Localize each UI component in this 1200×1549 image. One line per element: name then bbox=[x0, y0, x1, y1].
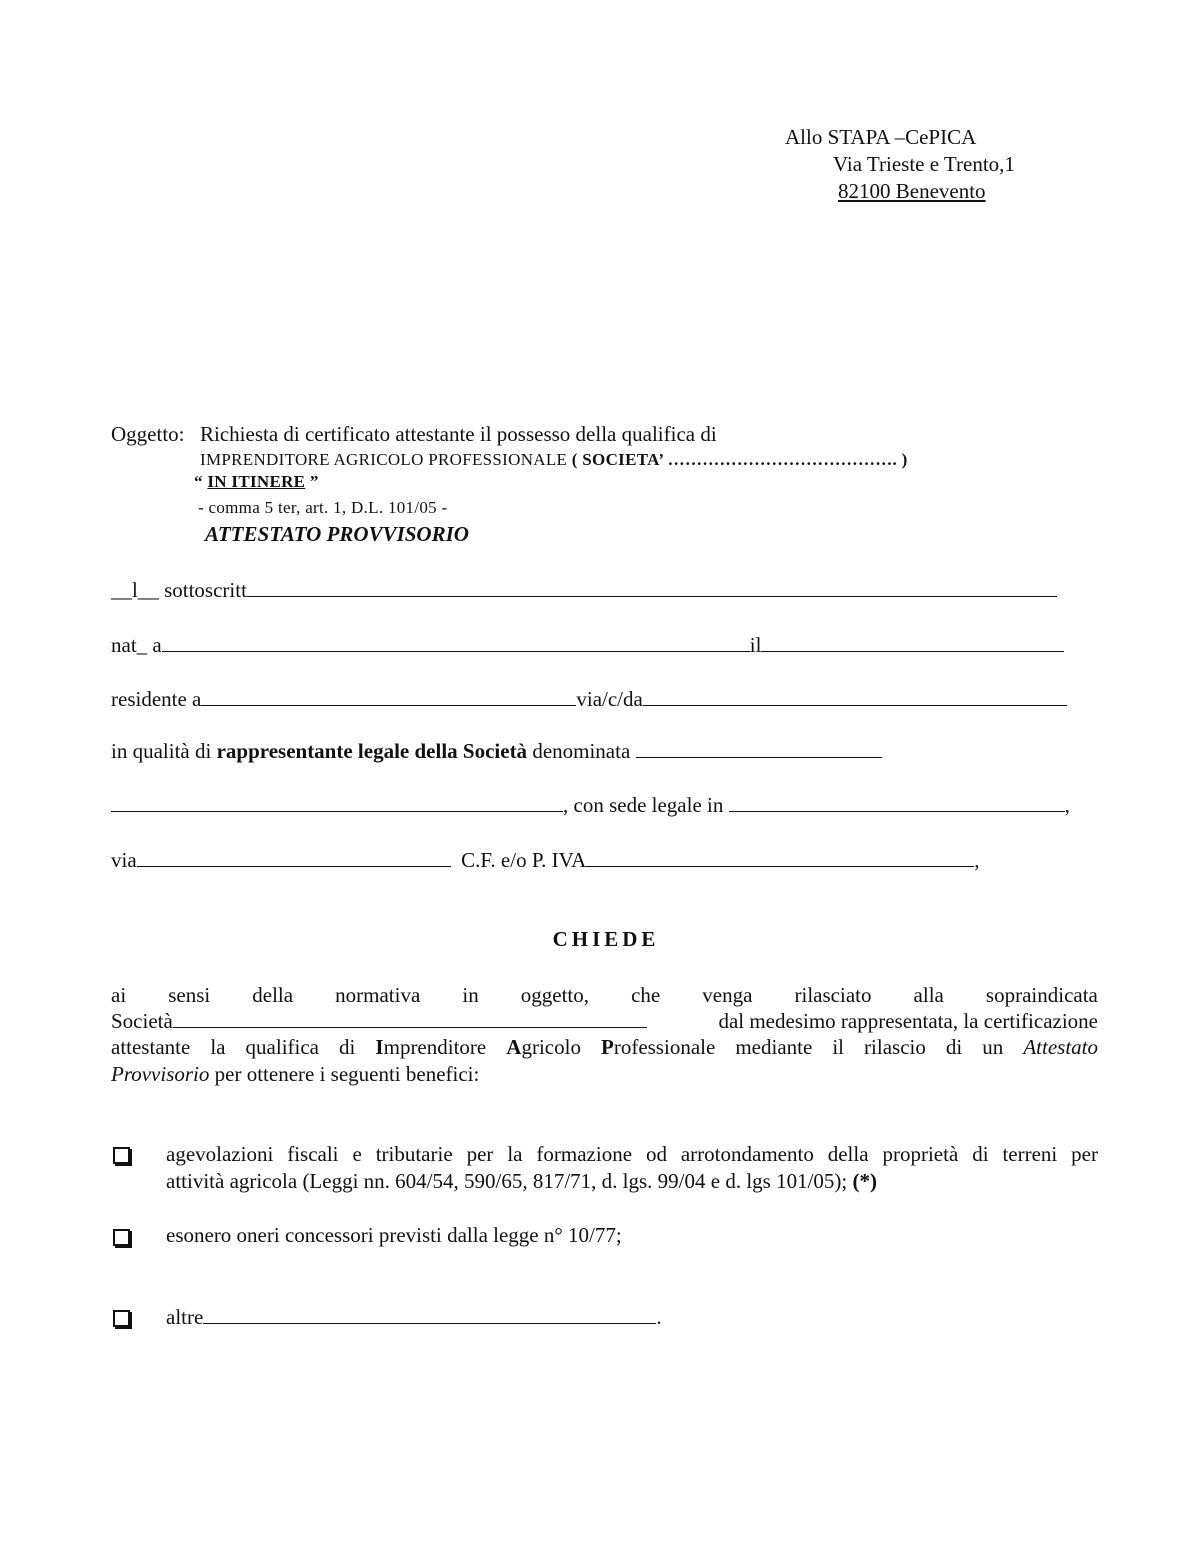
sottoscritto-blank[interactable] bbox=[247, 578, 1057, 597]
sede-field bbox=[111, 792, 1070, 818]
text: rofessionale mediante il rilascio di un bbox=[613, 1035, 1024, 1059]
rappresentante-label: rappresentante legale della Società bbox=[216, 739, 528, 763]
nato-a-blank[interactable] bbox=[162, 633, 750, 652]
oggetto-line-3 bbox=[194, 471, 319, 493]
open-quote: “ bbox=[194, 472, 203, 491]
benefit-1-line-1: agevolazioni fiscali e tributarie per la formazione od arrotondamento della proprietà di terreni per bbox=[166, 1142, 1098, 1166]
body-word: che bbox=[631, 983, 661, 1007]
oggetto-title-plain: IMPRENDITORE AGRICOLO PROFESSIONALE bbox=[200, 450, 568, 469]
societa-label: Società bbox=[111, 1009, 173, 1033]
oggetto-line-1: Richiesta di certificato attestante il possesso della qualifica di bbox=[200, 422, 717, 446]
body-word: oggetto, bbox=[520, 983, 590, 1007]
qualita-field bbox=[111, 738, 882, 764]
societa-blank[interactable] bbox=[173, 1009, 647, 1028]
altre-blank[interactable] bbox=[203, 1305, 656, 1324]
il-label: il bbox=[749, 633, 762, 657]
nato-field bbox=[111, 632, 1064, 658]
sottoscritto-label: __l__ sottoscritt bbox=[111, 578, 247, 602]
recipient-line-1: Allo STAPA –CePICA bbox=[785, 125, 977, 149]
body-line-2 bbox=[111, 1008, 1098, 1034]
body-line-3 bbox=[111, 1034, 1098, 1060]
checkbox-altre[interactable] bbox=[113, 1310, 130, 1327]
via-cf-field bbox=[111, 847, 980, 873]
close-quote: ” bbox=[309, 472, 319, 491]
residente-label: residente a bbox=[111, 687, 202, 711]
denominata-label: denominata bbox=[527, 739, 631, 763]
via-blank[interactable] bbox=[137, 848, 451, 867]
letter-i: I bbox=[375, 1035, 384, 1059]
checkbox-esonero[interactable] bbox=[113, 1229, 130, 1246]
text: mprenditore bbox=[383, 1035, 507, 1059]
via-cda-label: via/c/da bbox=[576, 687, 643, 711]
benefit-2: esonero oneri concessori previsti dalla legge n° 10/77; bbox=[166, 1223, 622, 1247]
qualita-label: in qualità di bbox=[111, 739, 217, 763]
sottoscritto-field bbox=[111, 577, 1057, 603]
body-word: sopraindicata bbox=[985, 983, 1098, 1007]
sede-blank[interactable] bbox=[729, 793, 1065, 812]
via-label: via bbox=[111, 848, 137, 872]
attestato-word: Attestato bbox=[1023, 1035, 1098, 1059]
cf-comma: , bbox=[974, 848, 980, 872]
checkbox-agevolazioni[interactable] bbox=[113, 1147, 130, 1164]
body-line-2-end: dal medesimo rappresentata, la certificazione bbox=[718, 1009, 1098, 1033]
cf-label: C.F. e/o P. IVA bbox=[461, 848, 587, 872]
provvisorio-word: Provvisorio bbox=[111, 1062, 210, 1086]
sede-comma: , bbox=[1064, 793, 1070, 817]
benefit-3 bbox=[166, 1304, 662, 1330]
asterisk-note: (*) bbox=[852, 1169, 877, 1193]
cf-blank[interactable] bbox=[586, 848, 974, 867]
recipient-line-2: Via Trieste e Trento,1 bbox=[833, 152, 1015, 176]
body-word: alla bbox=[913, 983, 944, 1007]
oggetto-line-2 bbox=[200, 449, 908, 471]
nato-label: nat_ a bbox=[111, 633, 162, 657]
chiede-heading: CHIEDE bbox=[552, 927, 660, 951]
body-word: venga bbox=[702, 983, 753, 1007]
benefit-1-line-2 bbox=[166, 1168, 877, 1194]
body-word: normativa bbox=[335, 983, 421, 1007]
body-word: in bbox=[462, 983, 479, 1007]
in-itinere: IN ITINERE bbox=[207, 472, 306, 491]
denominazione-blank[interactable] bbox=[111, 793, 563, 812]
text: per ottenere i seguenti benefici: bbox=[209, 1062, 480, 1086]
body-word: rilasciato bbox=[794, 983, 872, 1007]
oggetto-title-societa: ( SOCIETA’ …………………………………. ) bbox=[571, 450, 908, 469]
period: . bbox=[656, 1305, 662, 1329]
text: attività agricola (Leggi nn. 604/54, 590/65, 817/71, d. lgs. 99/04 e d. lgs 101/05); bbox=[166, 1169, 853, 1193]
letter-a: A bbox=[506, 1035, 522, 1059]
body-word: ai bbox=[111, 983, 127, 1007]
residente-field bbox=[111, 686, 1067, 712]
recipient-line-3: 82100 Benevento bbox=[838, 179, 986, 203]
body-line-1 bbox=[111, 982, 1098, 1008]
via-cda-blank[interactable] bbox=[643, 687, 1067, 706]
text: attestante la qualifica di bbox=[111, 1035, 376, 1059]
altre-label: altre bbox=[166, 1305, 204, 1329]
oggetto-line-4: - comma 5 ter, art. 1, D.L. 101/05 - bbox=[198, 498, 448, 517]
sede-label: , con sede legale in bbox=[563, 793, 724, 817]
oggetto-line-5: ATTESTATO PROVVISORIO bbox=[205, 522, 469, 546]
data-nascita-blank[interactable] bbox=[761, 633, 1064, 652]
oggetto-label: Oggetto: bbox=[111, 422, 185, 446]
body-word: sensi bbox=[168, 983, 211, 1007]
body-line-4 bbox=[111, 1061, 479, 1087]
text: gricolo bbox=[521, 1035, 601, 1059]
residente-blank[interactable] bbox=[201, 687, 576, 706]
denominata-blank[interactable] bbox=[636, 739, 882, 758]
letter-p: P bbox=[601, 1035, 614, 1059]
body-word: della bbox=[252, 983, 294, 1007]
